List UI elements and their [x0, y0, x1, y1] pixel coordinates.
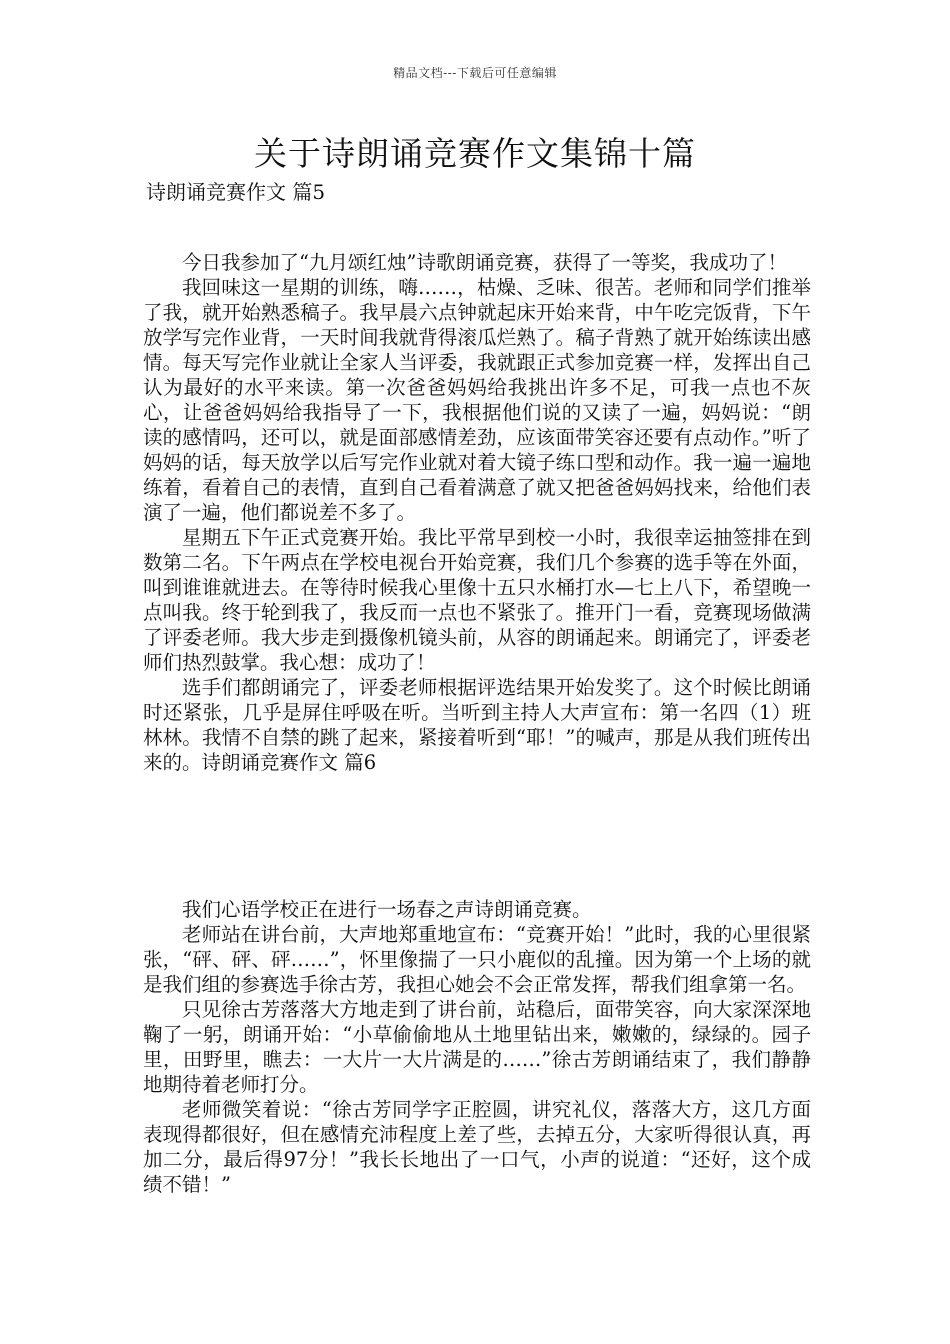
paragraph: 我们心语学校正在进行一场春之声诗朗诵竞赛。 [182, 898, 592, 921]
paragraph: 今日我参加了“九月颂红烛”诗歌朗诵竞赛，获得了一等奖，我成功了！ [182, 251, 787, 274]
essay-block-6 [143, 897, 811, 1197]
document-title: 关于诗朗诵竞赛作文集锦十篇 [254, 134, 696, 173]
paragraph: 老师站在讲台前，大声地郑重地宣布：“竞赛开始！”此时，我的心里很紧张，“砰、砰、砰……”，怀里像揣了一只小鹿似的乱撞。因为第一个上场的就是我们组的参赛选手徐古芳，我担心她会不会正常发挥，帮我们组拿第一名。 [143, 923, 811, 996]
paragraph: 选手们都朗诵完了，评委老师根据评选结果开始发奖了。这个时候比朗诵时还紧张，几乎是屏住呼吸在听。当听到主持人大声宣布：第一名四（1）班林林。我情不自禁的跳了起来，紧接着听到“耶！”的喊声，那是从我们班传出来的。诗朗诵竞赛作文 篇6 [143, 676, 811, 774]
essay-block-5 [143, 250, 811, 775]
paragraph: 只见徐古芳落落大方地走到了讲台前，站稳后，面带笑容，向大家深深地鞠了一躬，朗诵开始：“小草偷偷地从土地里钻出来，嫩嫩的，绿绿的。园子里，田野里，瞧去：一大片一大片满是的……”徐古芳朗诵结束了，我们静静地期待着老师打分。 [143, 998, 811, 1096]
paragraph: 老师微笑着说：“徐古芳同学字正腔圆，讲究礼仪，落落大方，这几方面表现得都很好，但在感情充沛程度上差了些，去掉五分，大家听得很认真，再加二分，最后得97分！”我长长地出了一口气，小声的说道：“还好，这个成绩不错！” [143, 1098, 811, 1196]
section-heading: 诗朗诵竞赛作文 篇5 [146, 180, 326, 204]
paragraph: 我回味这一星期的训练，嗨……，枯燥、乏味、很苦。老师和同学们推举了我，就开始熟悉稿子。我早晨六点钟就起床开始来背，中午吃完饭背，下午放学写完作业背，一天时间我就背得滚瓜烂熟了。稿子背熟了就开始练读出感情。每天写完作业就让全家人当评委，我就跟正式参加竞赛一样，发挥出自己认为最好的水平来读。第一次爸爸妈妈给我挑出许多不足，可我一点也不灰心，让爸爸妈妈给我指导了一下，我根据他们说的又读了一遍，妈妈说：“朗读的感情吗，还可以，就是面部感情差劲，应该面带笑容还要有点动作。”听了妈妈的话，每天放学以后写完作业就对着大镜子练口型和动作。我一遍一遍地练着，看着自己的表情，直到自己看着满意了就又把爸爸妈妈找来，给他们表演了一遍，他们都说差不多了。 [143, 276, 811, 524]
header-note: 精品文档---下载后可任意编辑 [393, 66, 557, 80]
paragraph: 星期五下午正式竞赛开始。我比平常早到校一小时，我很幸运抽签排在到数第二名。下午两点在学校电视台开始竞赛，我们几个参赛的选手等在外面，叫到谁谁就进去。在等待时候我心里像十五只水桶打水—七上八下，希望晚一点叫我。终于轮到我了，我反而一点也不紧张了。推开门一看，竞赛现场做满了评委老师。我大步走到摄像机镜头前，从容的朗诵起来。朗诵完了，评委老师们热烈鼓掌。我心想：成功了！ [143, 526, 811, 674]
